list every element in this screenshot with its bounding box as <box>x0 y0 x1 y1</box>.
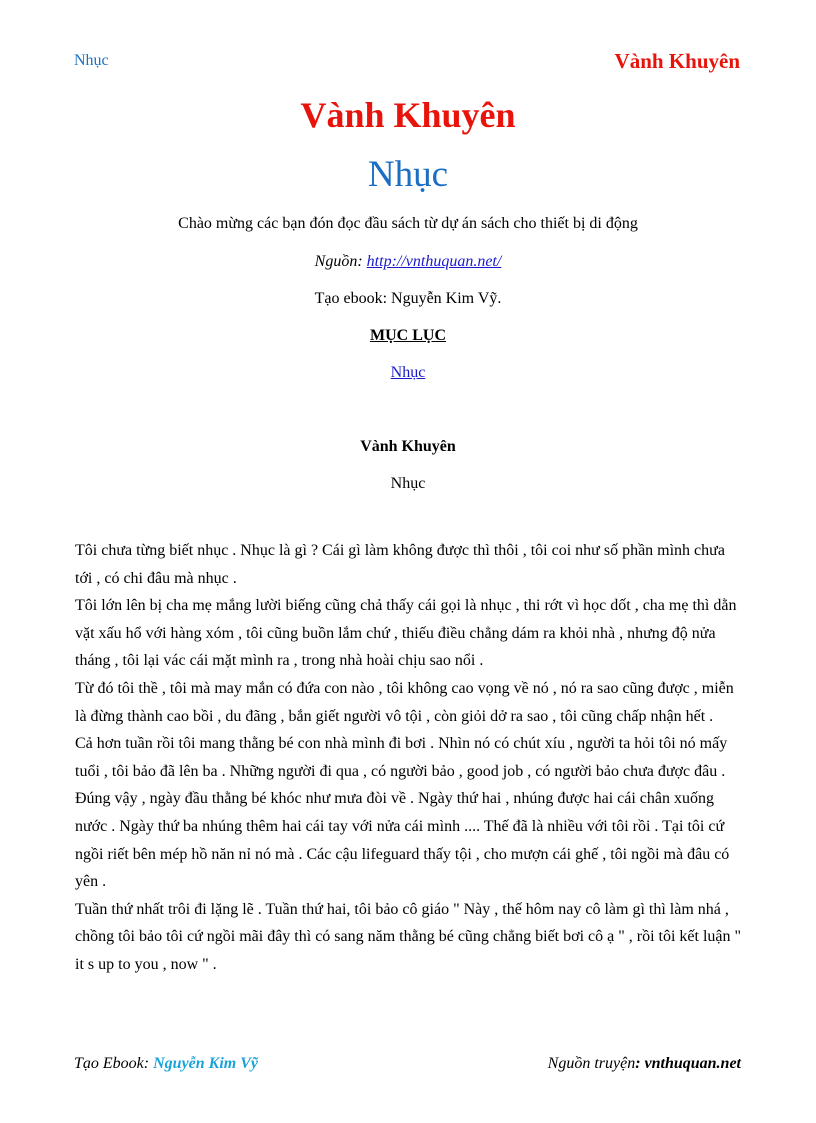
toc-heading: MỤC LỤC <box>370 327 446 344</box>
footer-creator-sep: : <box>143 1055 154 1072</box>
source-line <box>0 253 816 271</box>
footer-source-sep: : <box>635 1055 645 1072</box>
ebook-creator: Tạo ebook: Nguyễn Kim Vỹ. <box>314 290 502 307</box>
story-body <box>75 537 743 979</box>
paragraph: Cả hơn tuần rồi tôi mang thằng bé con nhà mình đi bơi . Nhìn nó có chút xíu , người ta hỏi tôi nó mấy tuổi , tôi bảo đã lên ba . Những người đi qua , có người bảo , good job , có người bảo chưa được đâu . Đúng vậy , ngày đầu thằng bé khóc như mưa đòi về . Ngày thứ hai , nhúng được hai cái chân xuống nước . Ngày thứ ba nhúng thêm hai cái tay với nửa cái mình .... Thế đã là nhiều với tôi rồi . Tại tôi cứ ngồi riết bên mép hồ năn nỉ nó mà . Các cậu lifeguard thấy tội , cho mượn cái ghế , tôi ngồi mà đâu có yên . <box>75 735 730 891</box>
chapter-title: Nhục <box>390 475 426 492</box>
header-chapter-title: Nhục <box>74 52 109 69</box>
footer-source-site: vnthuquan.net <box>644 1055 741 1072</box>
footer-creator <box>74 1055 258 1073</box>
header-author: Vành Khuyên <box>614 49 740 73</box>
footer-creator-label: Tạo Ebook <box>74 1055 144 1072</box>
footer-creator-name: Nguyễn Kim Vỹ <box>153 1055 258 1072</box>
source-link[interactable]: http://vnthuquan.net/ <box>366 253 502 270</box>
paragraph: Tôi chưa từng biết nhục . Nhục là gì ? Cái gì làm không được thì thôi , tôi coi như số phần mình chưa tới , có chi đâu mà nhục . <box>75 542 725 587</box>
toc-item-link[interactable]: Nhục <box>390 364 426 381</box>
footer-source <box>548 1055 741 1073</box>
page-title: Vành Khuyên <box>300 95 516 135</box>
source-label: Nguồn: <box>314 253 367 270</box>
welcome-text: Chào mừng các bạn đón đọc đầu sách từ dự án sách cho thiết bị di động <box>178 215 638 232</box>
paragraph: Tuần thứ nhất trôi đi lặng lẽ . Tuần thứ hai, tôi bảo cô giáo " Này , thế hôm nay cô làm gì thì làm nhá , chồng tôi bảo tôi cứ ngồi mãi đây thì có sang năm thằng bé cũng chẳng biết bơi cô ạ " , rồi tôi kết luận " it s up to you , now " . <box>75 900 742 973</box>
page-subtitle: Nhục <box>367 154 449 195</box>
footer-source-label: Nguồn truyện <box>547 1055 636 1072</box>
paragraph: Tôi lớn lên bị cha mẹ mắng lười biếng cũng chả thấy cái gọi là nhục , thi rớt vì học dốt , cha mẹ thì dằn vặt xấu hổ với hàng xóm , tôi cũng buồn lắm chứ , thiếu điều chẳng dám ra khỏi nhà , nhưng độ nửa tháng , tôi lại vác cái mặt mình ra , trong nhà hoài chịu sao nổi . <box>75 597 737 670</box>
paragraph: Từ đó tôi thề , tôi mà may mắn có đứa con nào , tôi không cao vọng về nó , nó ra sao cũng được , miễn là đừng thành cao bồi , du đãng , bắn giết người vô tội , còn giỏi dở ra sao , tôi cũng chấp nhận hết . <box>75 679 734 725</box>
chapter-author: Vành Khuyên <box>360 438 456 455</box>
